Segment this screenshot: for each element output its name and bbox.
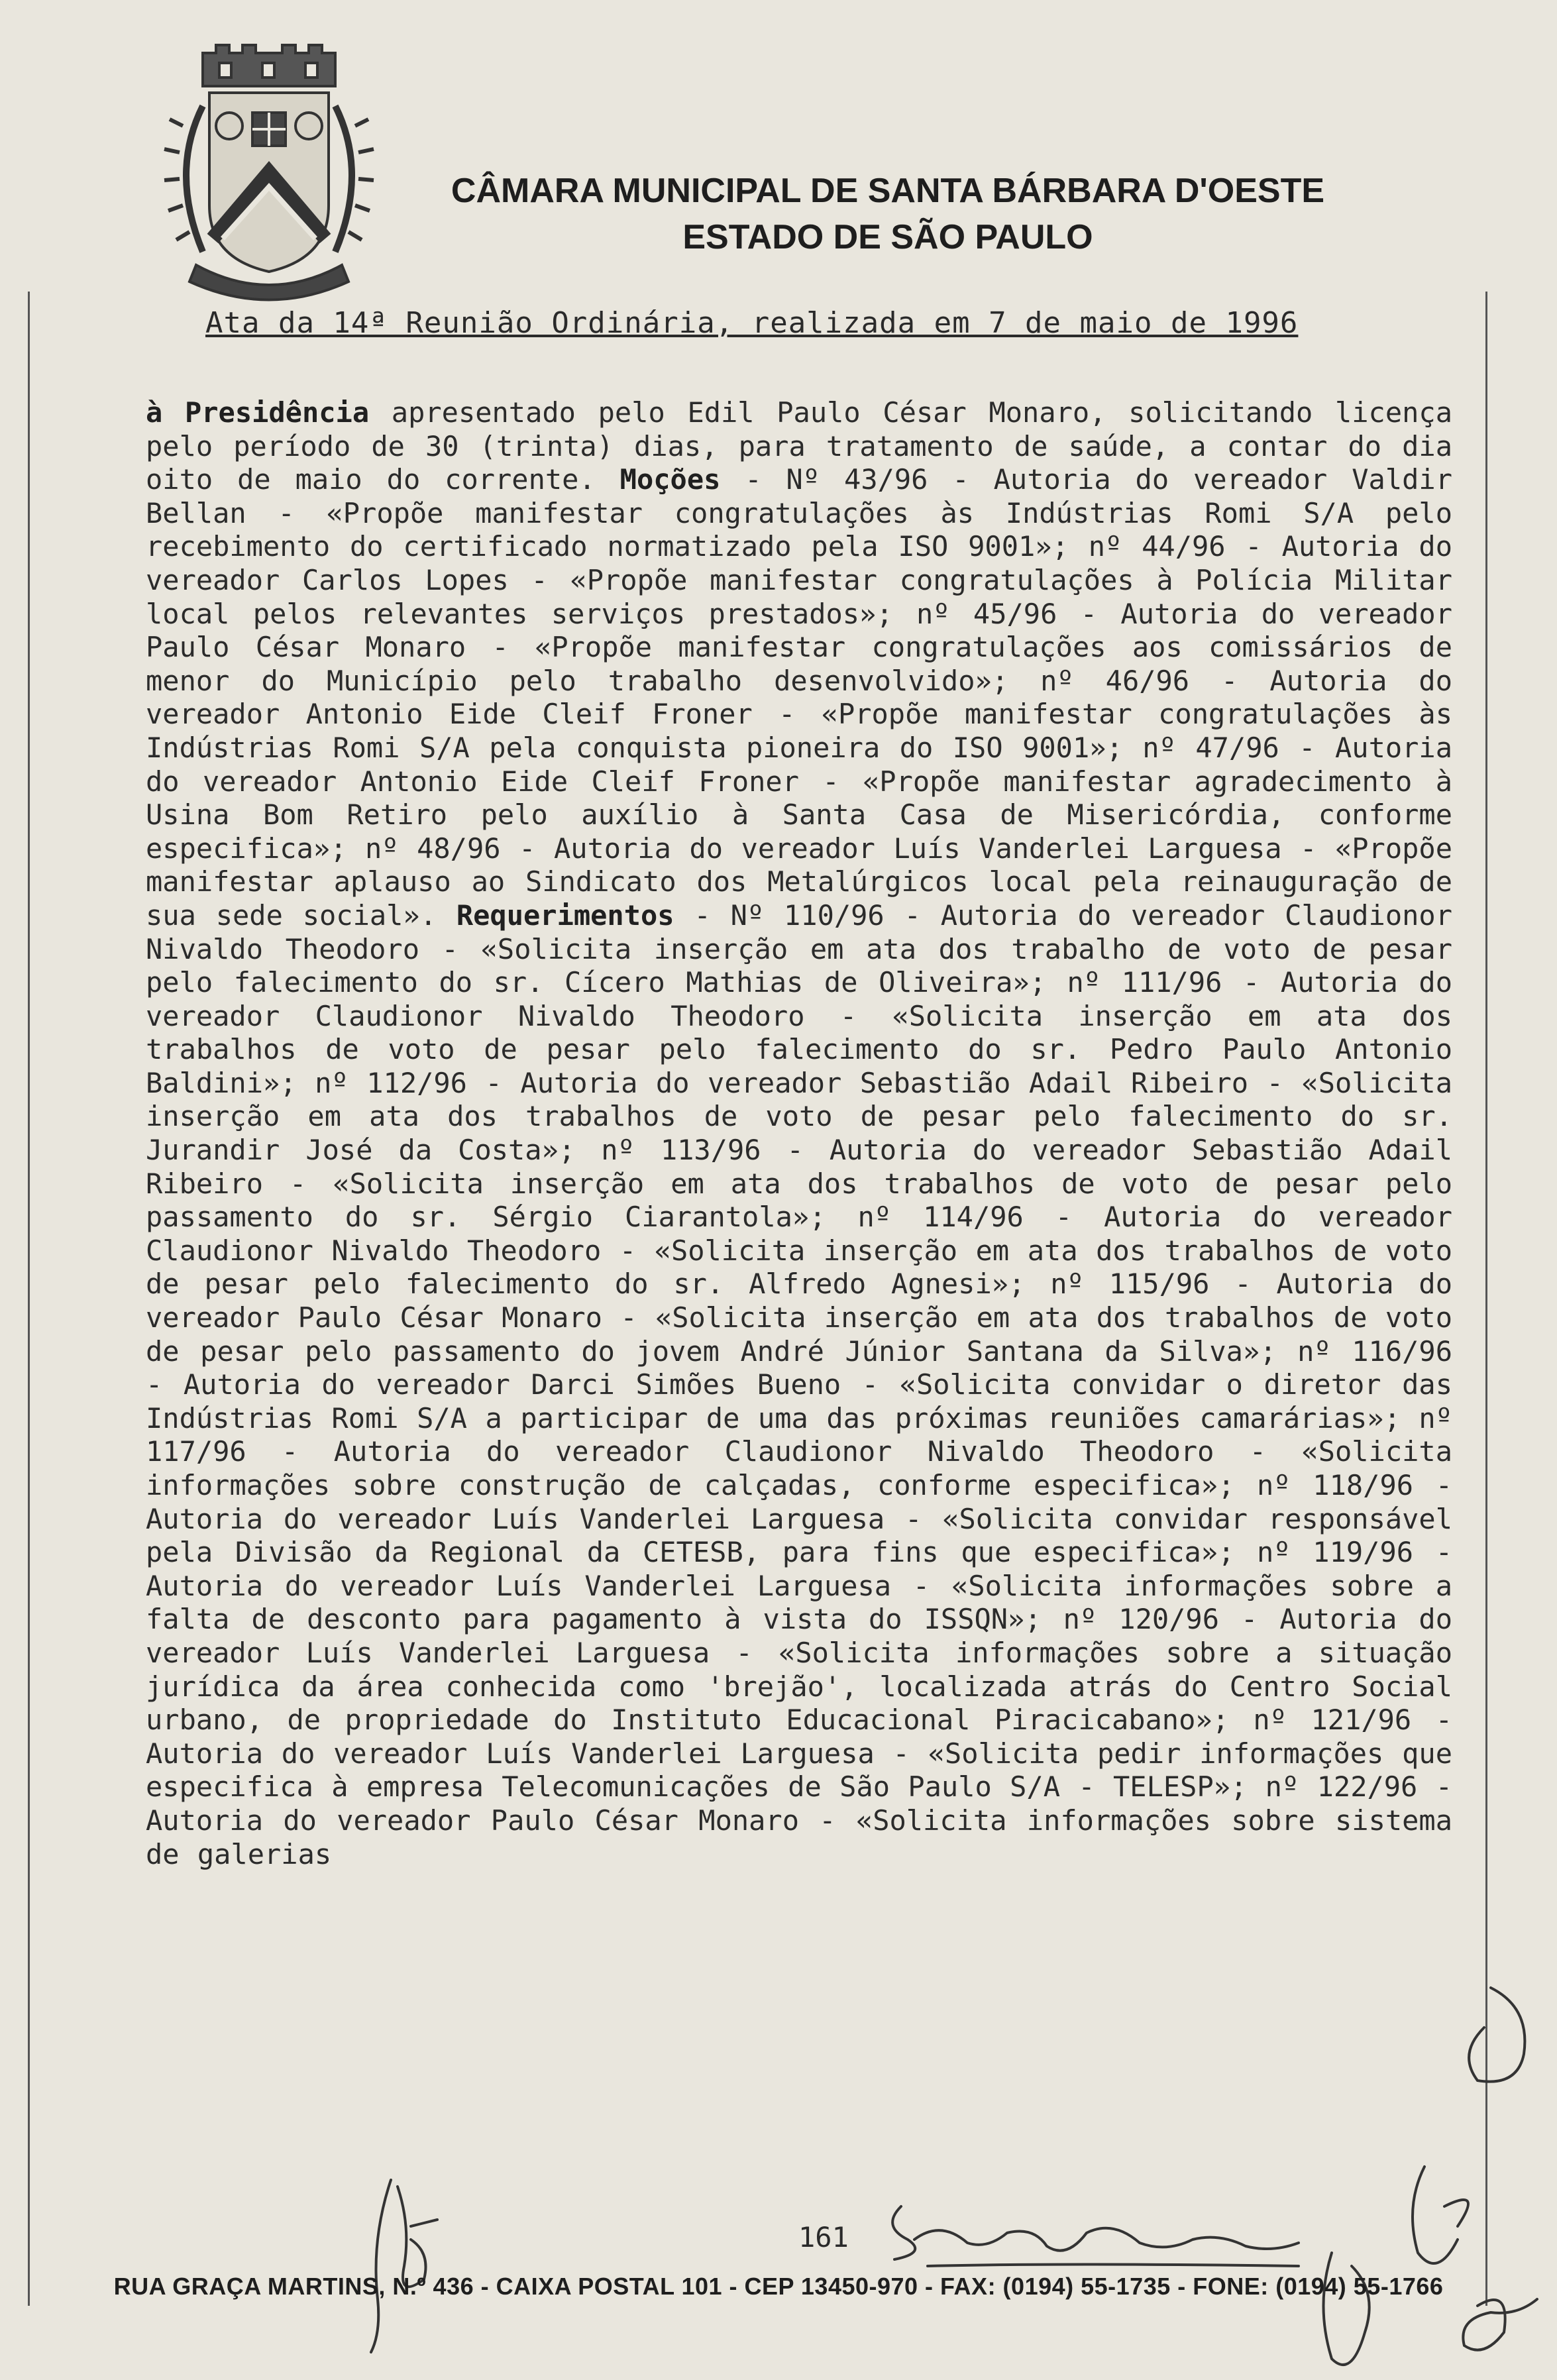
footer-address: RUA GRAÇA MARTINS, N.º 436 - CAIXA POSTAL 101 - CEP 13450-970 - FAX: (0194) 55-1735 - FONE: (0194) 55-1766 [113, 2273, 1444, 2300]
minutes-title: Ata da 14ª Reunião Ordinária, realizada em 7 de maio de 1996 [205, 306, 1299, 340]
motions-text: - Nº 43/96 - Autoria do vereador Valdir Bellan - «Propõe manifestar congratulações às Indústrias Romi S/A pelo recebimento do certificado normatizado pela ISO 9001»; nº 44/96 - Autoria do vereador Carlos Lopes - «Propõe manifestar congratulações à Polícia Militar local pelos relevantes serviços prestados»; nº 45/96 - Autoria do vereador Paulo César Monaro - «Propõe manifestar congratulações aos comissários de menor do Município pelo trabalho desenvolvido»; nº 46/96 - Autoria do vereador Antonio Eide Cleif Froner - «Propõe manifestar congratulações às Indústrias Romi S/A pela conquista pioneira do ISO 9001»; nº 47/96 - Autoria do vereador Antonio Eide Cleif Froner - «Propõe manifestar agradecimento à Usina Bom Retiro pelo auxílio à Santa Casa de Misericórdia, conforme especifica»; nº 48/96 - Autoria do vereador Luís Vanderlei Larguesa - «Propõe manifestar aplauso ao Sindicato dos Metalúrgicos local pela reinauguração de sua sede social». [146, 463, 1452, 932]
presidency-text: apresentado pelo Edil Paulo César Monaro, solicitando licença pelo período de 30 (trinta) dias, para tratamento de saúde, a contar do dia oito de maio do corrente. [146, 396, 1452, 496]
section-heading-requests: Requerimentos [456, 898, 674, 932]
page-number: 161 [798, 2221, 849, 2253]
requests-text: - Nº 110/96 - Autoria do vereador Claudionor Nivaldo Theodoro - «Solicita inserção em ata dos trabalho de voto de pesar pelo falecimento do sr. Cícero Mathias de Oliveira»; nº 111/96 - Autoria do vereador Claudionor Nivaldo Theodoro - «Solicita inserção em ata dos trabalhos de voto de pesar pelo falecimento do sr. Pedro Paulo Antonio Baldini»; nº 112/96 - Autoria do vereador Sebastião Adail Ribeiro - «Solicita inserção em ata dos trabalhos de voto de pesar pelo falecimento do sr. Jurandir José da Costa»; nº 113/96 - Autoria do vereador Sebastião Adail Ribeiro - «Solicita inserção em ata dos trabalhos de voto de pesar pelo passamento do sr. Sérgio Ciarantola»; nº 114/96 - Autoria do vereador Claudionor Nivaldo Theodoro - «Solicita inserção em ata dos trabalhos de voto de pesar pelo falecimento do sr. Alfredo Agnesi»; nº 115/96 - Autoria do vereador Paulo César Monaro - «Solicita inserção em ata dos trabalhos de voto de pesar pelo passamento do jovem André Júnior Santana da Silva»; nº 116/96 - Autoria do vereador Darci Simões Bueno - «Solicita convidar o diretor das Indústrias Romi S/A a participar de uma das próximas reuniões camarárias»; nº 117/96 - Autoria do vereador Claudionor Nivaldo Theodoro - «Solicita informações sobre construção de calçadas, conforme especifica»; nº 118/96 - Autoria do vereador Luís Vanderlei Larguesa - «Solicita convidar responsável pela Divisão da Regional da CETESB, para fins que especifica»; nº 119/96 - Autoria do vereador Luís Vanderlei Larguesa - «Solicita informações sobre a falta de desconto para pagamento à vista do ISSQN»; nº 120/96 - Autoria do vereador Luís Vanderlei Larguesa - «Solicita informações sobre a situação jurídica da área conhecida como 'brejão', localizada atrás do Centro Social urbano, de propriedade do Instituto Educacional Piracicabano»; nº 121/96 - Autoria do vereador Luís Vanderlei Larguesa - «Solicita pedir informações que especifica à empresa Telecomunicações de São Paulo S/A - TELESP»; nº 122/96 - Autoria do vereador Paulo César Monaro - «Solicita informações sobre sistema de galerias [146, 898, 1452, 1870]
section-heading-motions: Moções [619, 463, 721, 496]
section-heading-presidency: à Presidência [146, 396, 370, 429]
minutes-body [146, 396, 1452, 2185]
left-margin-rule [28, 292, 30, 2306]
right-margin-rule [1485, 292, 1487, 2306]
institution-name: CÂMARA MUNICIPAL DE SANTA BÁRBARA D'OESTE [451, 172, 1325, 210]
state-name: ESTADO DE SÃO PAULO [682, 218, 1093, 256]
